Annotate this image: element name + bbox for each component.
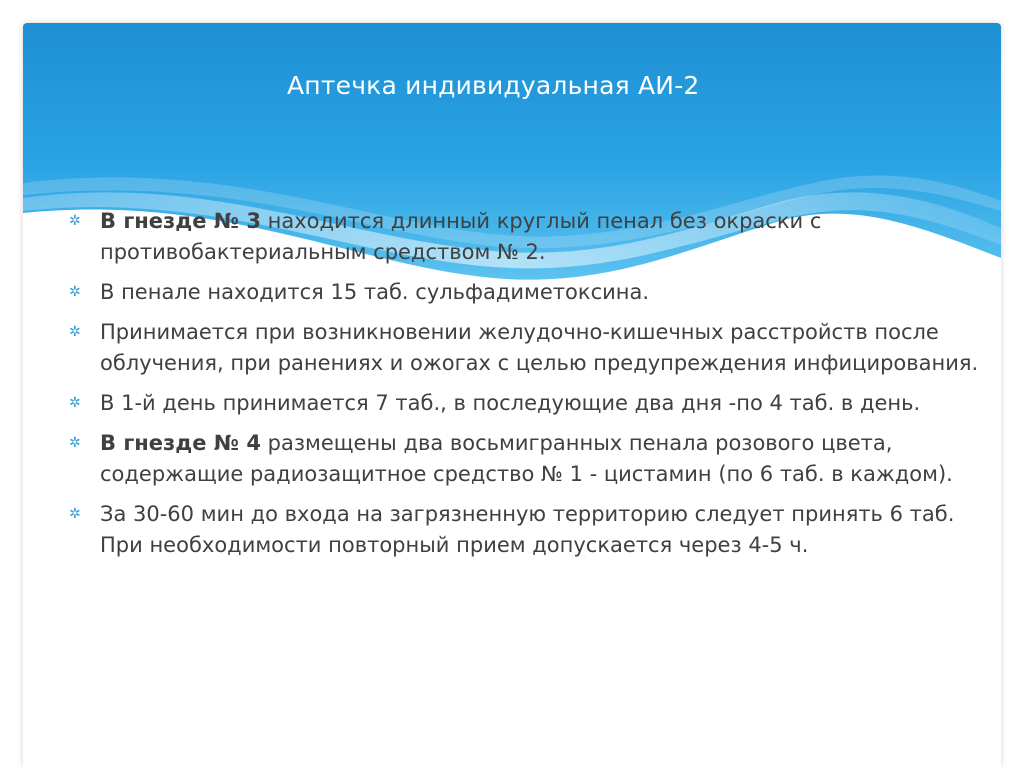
list-item	[69, 499, 989, 561]
bullet-text: В 1-й день принимается 7 таб., в последующие два дня -по 4 таб. в день.	[100, 391, 921, 415]
bullet-asterisk-icon: ✲	[69, 395, 81, 411]
bullet-asterisk-icon: ✲	[69, 284, 81, 300]
list-item	[69, 388, 989, 419]
bullet-text: Принимается при возникновении желудочно-кишечных расстройств после облучения, при ранениях и ожогах с целью предупреждения инфицирования.	[100, 320, 979, 375]
list-item	[69, 206, 989, 268]
bullet-asterisk-icon: ✲	[69, 435, 81, 451]
bullet-bold-text: В гнезде № 4	[100, 431, 261, 455]
bullet-text: находится длинный круглый пенал без окраски с противобактериальным средством № 2.	[100, 209, 822, 264]
bullet-asterisk-icon: ✲	[69, 506, 81, 522]
bullet-text: За 30-60 мин до входа на загрязненную территорию следует принять 6 таб. При необходимости повторный прием допускается через 4-5 ч.	[100, 502, 955, 557]
bullet-asterisk-icon: ✲	[69, 213, 81, 229]
bullet-text: В пенале находится 15 таб. сульфадиметоксина.	[100, 280, 650, 304]
list-item	[69, 317, 989, 379]
slide-title: Аптечка индивидуальная АИ-2	[287, 71, 700, 100]
bullet-list	[69, 206, 989, 570]
list-item	[69, 277, 989, 308]
bullet-bold-text: В гнезде № 3	[100, 209, 261, 233]
bullet-asterisk-icon: ✲	[69, 324, 81, 340]
list-item	[69, 428, 989, 490]
bullet-text: размещены два восьмигранных пенала розового цвета, содержащие радиозащитное средство № 1 - цистамин (по 6 таб. в каждом).	[100, 431, 953, 486]
slide	[23, 23, 1001, 767]
